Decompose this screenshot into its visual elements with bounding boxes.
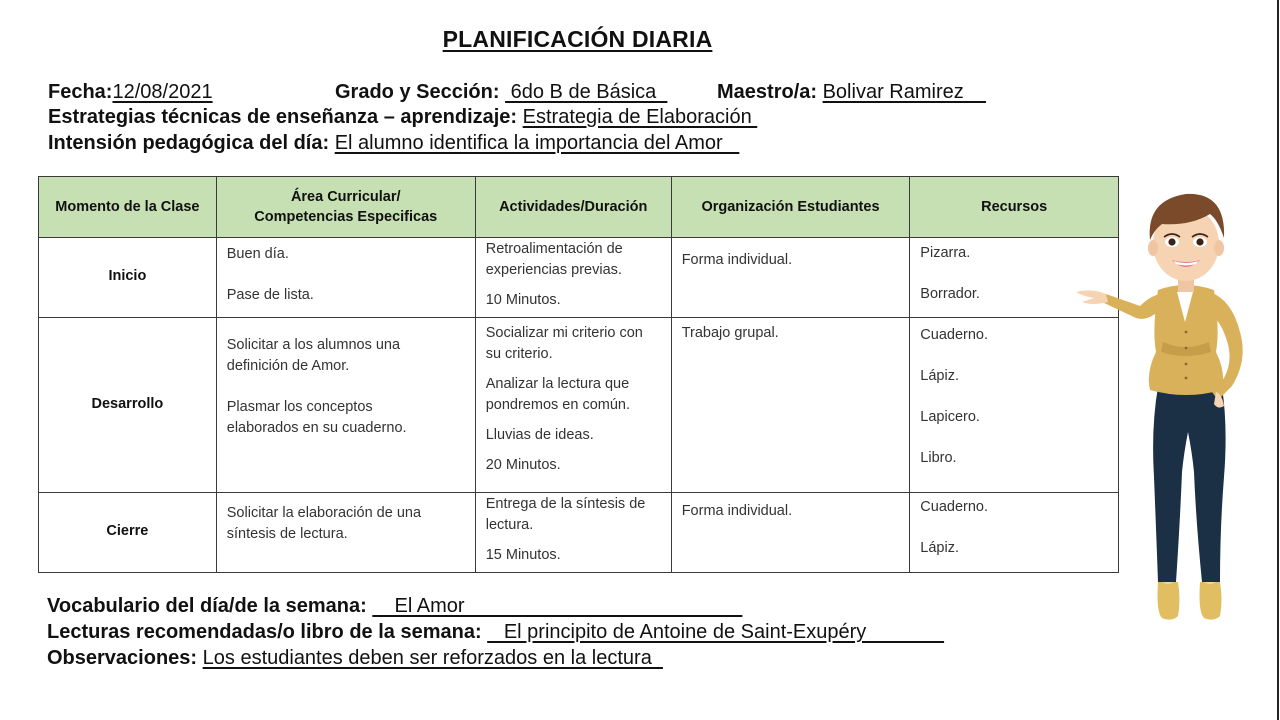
recurso-item: Lápiz. xyxy=(920,540,959,557)
planning-table xyxy=(38,176,1119,573)
organizacion-cell xyxy=(671,318,910,493)
duracion-item: 10 Minutos. xyxy=(485,292,561,309)
actividad-item: Socializar mi criterio con su criterio. xyxy=(485,325,643,363)
recurso-item: Lápiz. xyxy=(920,368,959,385)
estrategias-value: Estrategia de Elaboración xyxy=(522,106,758,128)
column-header-actividades: Actividades/Duración xyxy=(475,177,671,238)
column-header-area-line1: Área Curricular/ xyxy=(290,188,401,205)
actividades-cell xyxy=(475,493,671,573)
table-row-cierre xyxy=(39,493,1119,573)
recurso-item: Lapicero. xyxy=(920,409,980,426)
recurso-item: Libro. xyxy=(920,450,957,467)
organizacion-cell xyxy=(671,493,910,573)
recurso-item: Pizarra. xyxy=(920,245,971,261)
recurso-item: Cuaderno. xyxy=(920,327,989,344)
area-item: Solicitar a los alumnos una definición de Amor. xyxy=(226,337,401,375)
lecturas-value: El principito de Antoine de Saint-Exupéry xyxy=(487,621,945,643)
moment-cell: Cierre xyxy=(39,493,217,573)
page-title: PLANIFICACIÓN DIARIA xyxy=(442,26,713,52)
intension-value: El alumno identifica la importancia del Amor xyxy=(334,132,740,154)
table-row-inicio xyxy=(39,238,1119,318)
teacher-illustration xyxy=(1060,182,1270,622)
pants-icon xyxy=(1150,387,1226,582)
duracion-item: 20 Minutos. xyxy=(485,457,561,474)
page-edge-rule xyxy=(1277,0,1279,720)
organizacion-cell xyxy=(671,238,910,318)
column-header-recursos: Recursos xyxy=(910,177,1119,238)
moment-cell: Desarrollo xyxy=(39,318,217,493)
area-item: Solicitar la elaboración de una síntesis de lectura. xyxy=(226,505,422,543)
area-cell xyxy=(216,238,475,318)
intension-label: Intensión pedagógica del día: xyxy=(48,132,330,154)
area-item: Buen día. xyxy=(226,246,289,262)
actividad-item: Lluvias de ideas. xyxy=(485,427,594,444)
area-item: Pase de lista. xyxy=(226,287,314,304)
hand-icon xyxy=(1076,290,1108,304)
shoes-icon xyxy=(1158,580,1222,620)
footer-lecturas xyxy=(47,621,944,644)
grado-value: 6do B de Básica xyxy=(505,81,668,103)
pointing-arm-icon xyxy=(1102,294,1162,319)
column-header-momento: Momento de la Clase xyxy=(39,177,217,238)
header-line-intension xyxy=(48,132,739,155)
area-item: Plasmar los conceptos elaborados en su cuaderno. xyxy=(226,399,407,437)
maestro-label: Maestro/a: xyxy=(717,81,818,103)
organizacion-item: Forma individual. xyxy=(681,252,793,268)
grado-label: Grado y Sección: xyxy=(335,81,500,103)
column-header-area-line2: Competencias Especificas xyxy=(254,209,438,225)
moment-cell: Inicio xyxy=(39,238,217,318)
recurso-item: Cuaderno. xyxy=(920,499,989,516)
actividad-item: Entrega de la síntesis de lectura. xyxy=(485,496,646,534)
vocabulario-value: El Amor xyxy=(372,595,743,617)
fecha-label: Fecha: xyxy=(48,81,113,103)
actividades-cell xyxy=(475,238,671,318)
fecha-value: 12/08/2021 xyxy=(112,81,213,103)
header-line-fecha-grado-maestro xyxy=(48,81,1048,107)
table-row-desarrollo xyxy=(39,318,1119,493)
observaciones-value: Los estudiantes deben ser reforzados en la lectura xyxy=(202,647,663,669)
duracion-item: 15 Minutos. xyxy=(485,547,561,564)
vocabulario-label: Vocabulario del día/de la semana: xyxy=(47,595,367,617)
area-cell xyxy=(216,318,475,493)
actividad-item: Retroalimentación de experiencias previas. xyxy=(485,241,623,279)
footer-vocabulario xyxy=(47,595,742,618)
column-header-organizacion: Organización Estudiantes xyxy=(671,177,910,238)
lecturas-label: Lecturas recomendadas/o libro de la semana: xyxy=(47,621,482,643)
maestro-value: Bolivar Ramirez xyxy=(822,81,986,103)
area-cell xyxy=(216,493,475,573)
header-line-estrategias xyxy=(48,106,757,129)
organizacion-item: Trabajo grupal. xyxy=(681,325,779,342)
observaciones-label: Observaciones: xyxy=(47,647,198,669)
actividad-item: Analizar la lectura que pondremos en común. xyxy=(485,376,630,414)
recurso-item: Borrador. xyxy=(920,286,980,302)
footer-observaciones xyxy=(47,647,663,670)
organizacion-item: Forma individual. xyxy=(681,503,793,520)
column-header-area xyxy=(216,177,475,238)
actividades-cell xyxy=(475,318,671,493)
table-header-row xyxy=(39,177,1119,238)
estrategias-label: Estrategias técnicas de enseñanza – aprendizaje: xyxy=(48,106,518,128)
